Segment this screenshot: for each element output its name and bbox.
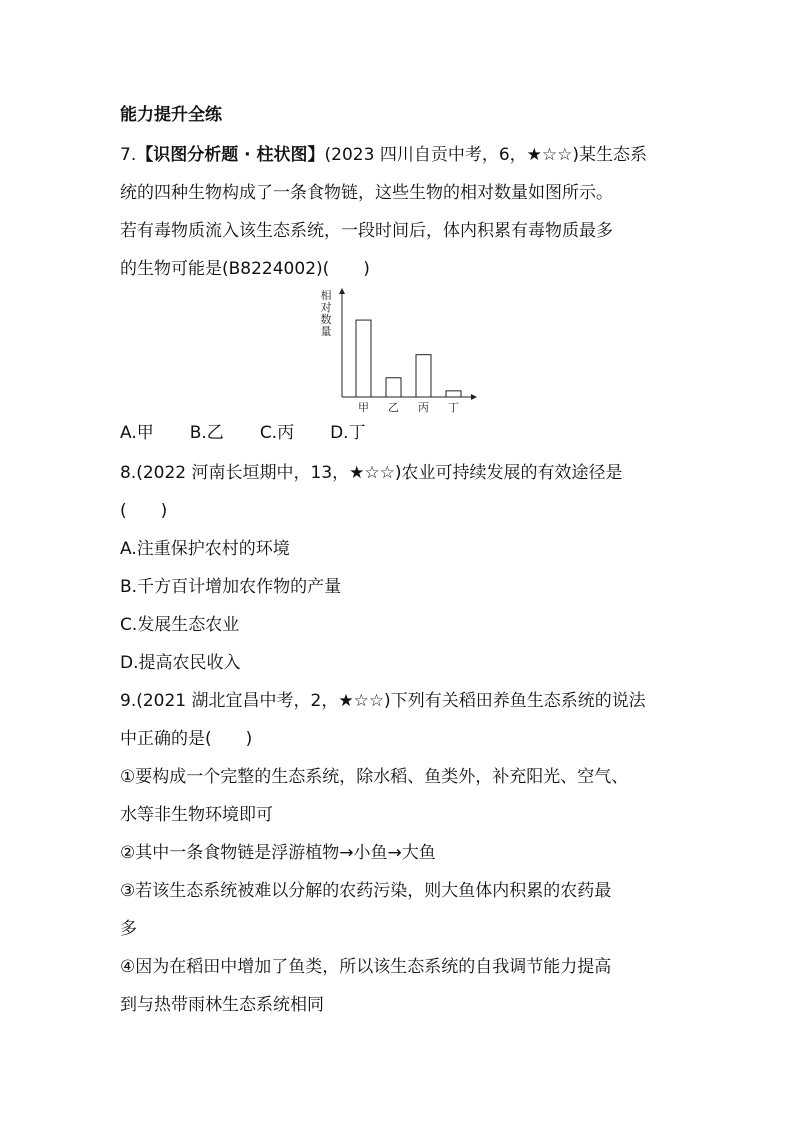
x-tick-label-1: 甲 <box>358 401 369 414</box>
x-tick-label-2: 乙 <box>388 401 399 414</box>
q8-line1: 8.(2022 河南长垣期中，13，★☆☆)农业可持续发展的有效途径是 <box>120 463 623 483</box>
q7-options <box>120 421 720 445</box>
q9-statement-3a: ③若该生态系统被难以分解的农药污染，则大鱼体内积累的农药最 <box>120 881 612 901</box>
q7-option-a[interactable]: A.甲 <box>120 423 154 443</box>
q7-tag: 【识图分析题 · 柱状图】 <box>136 145 325 165</box>
q9-line1: 9.(2021 湖北宜昌中考，2，★☆☆)下列有关稻田养鱼生态系统的说法 <box>120 691 646 711</box>
bar-3 <box>416 355 431 397</box>
q7-line2: 统的四种生物构成了一条食物链，这些生物的相对数量如图所示。 <box>120 183 613 203</box>
y-label-char-1: 相 <box>320 289 332 302</box>
q7-line3: 若有毒物质流入该生态系统，一段时间后，体内积累有毒物质最多 <box>120 221 613 241</box>
q7-line1 <box>120 143 720 167</box>
q7-line4: 的生物可能是(B8224002)( ) <box>120 259 370 279</box>
q7-source: (2023 四川自贡中考，6，★☆☆)某生态系 <box>324 145 647 165</box>
section-title: 能力提升全练 <box>120 105 222 125</box>
q9-line2: 中正确的是( ) <box>120 729 253 749</box>
x-tick-labels <box>358 401 459 414</box>
bars-group <box>356 320 461 397</box>
q7-option-d[interactable]: D.丁 <box>330 423 366 443</box>
q7-option-b[interactable]: B.乙 <box>189 423 224 443</box>
y-label-char-2: 对 <box>320 301 332 314</box>
q9-statement-2: ②其中一条食物链是浮游植物→小鱼→大鱼 <box>120 843 436 863</box>
q7-number: 7. <box>120 145 137 165</box>
q9-statement-3b: 多 <box>120 919 137 939</box>
y-axis-label <box>321 288 332 338</box>
y-label-char-4: 量 <box>320 325 332 338</box>
q9-statement-4b: 到与热带雨林生态系统相同 <box>120 995 324 1015</box>
bar-2 <box>386 378 401 397</box>
q8-option-b[interactable]: B.千方百计增加农作物的产量 <box>120 577 342 597</box>
x-tick-label-3: 丙 <box>418 401 429 414</box>
bar-4 <box>446 391 461 397</box>
q9-statement-1b: 水等非生物环境即可 <box>120 805 273 825</box>
x-tick-label-4: 丁 <box>448 401 459 414</box>
q8-option-d[interactable]: D.提高农民收入 <box>120 653 241 673</box>
q8-option-c[interactable]: C.发展生态农业 <box>120 615 240 635</box>
q8-line2: ( ) <box>120 501 168 521</box>
q8-option-a[interactable]: A.注重保护农村的环境 <box>120 539 290 559</box>
q9-statement-1a: ①要构成一个完整的生态系统，除水稻、鱼类外，补充阳光、空气、 <box>120 767 629 787</box>
y-label-char-3: 数 <box>320 313 332 326</box>
q7-bar-chart <box>312 287 482 417</box>
bar-1 <box>356 320 371 397</box>
q9-statement-4a: ④因为在稻田中增加了鱼类，所以该生态系统的自我调节能力提高 <box>120 957 612 977</box>
q7-option-c[interactable]: C.丙 <box>259 423 295 443</box>
